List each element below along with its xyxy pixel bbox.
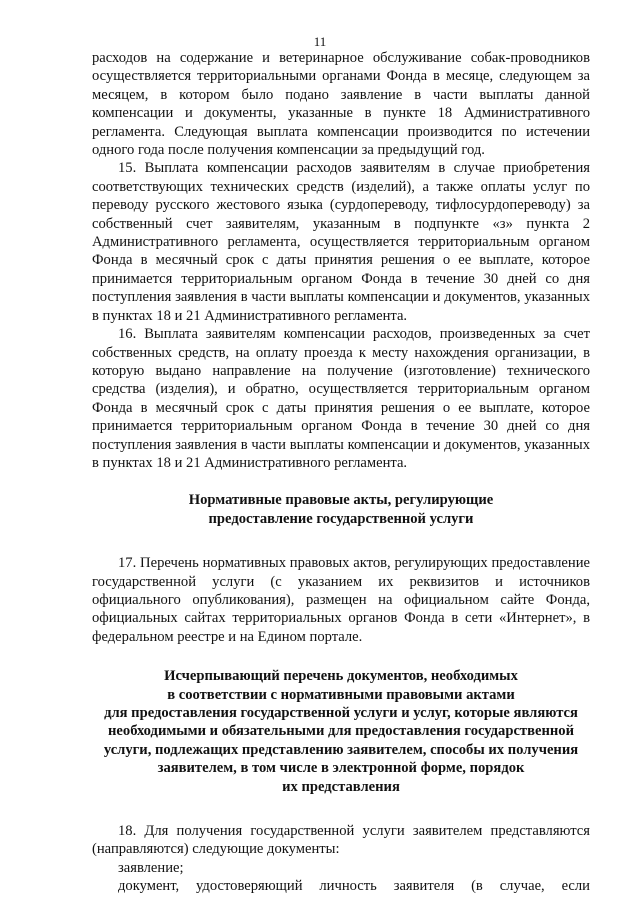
heading-line: в соответствии с нормативными правовыми актами [167,686,515,703]
heading-line: для предоставления государственной услуги и услуг, которые являются [104,705,578,721]
page-number: 11 [313,34,327,49]
section-heading-documents-list [92,667,590,796]
heading-line: Исчерпывающий перечень документов, необходимых [164,668,518,685]
heading-line: услуги, подлежащих представлению заявителем, способы их получения [103,741,579,758]
document-body [92,49,590,896]
paragraph-17: 17. Перечень нормативных правовых актов, регулирующих предоставление государственной услуги (с указанием их реквизитов и источников официального опубликования), размещен на официальном сайте Фонда, официальных сайтах территориальных органов Фонда в сети «Интернет», в федеральном реестре и на Едином портале. [92,555,590,645]
paragraph-15: 15. Выплата компенсации расходов заявителям в случае приобретения соответствующих технических средств (изделий), а также оплаты услуг по переводу русского жестового языка (сурдопереводу, тифлосурдопереводу) за собственный счет заявителям, указанным в подпункте «з» пункта 2 Административного регламента, осуществляется территориальным органом Фонда в месячный срок с даты принятия решения о ее выплате, которое принимается территориальным органом Фонда в течение 30 дней со дня поступления заявления в части выплаты компенсации и документов, указанных в пунктах 18 и 21 Административного регламента. [92,160,590,324]
heading-line: предоставление государственной услуги [208,510,474,527]
paragraph-16: 16. Выплата заявителям компенсации расходов, произведенных за счет собственных средств, на оплату проезда к месту нахождения организации, в которую выдано направление на получение (изготовление) технического средства (изделия), и обратно, осуществляется территориальным органом Фонда в месячный срок с даты принятия решения о ее выплате, которое принимается территориальным органом Фонда в течение 30 дней со дня поступления заявления в части выплаты компенсации и документов, указанных в пунктах 18 и 21 Административного регламента. [92,326,590,471]
heading-line: их представления [282,778,400,795]
section-heading-legal-acts [92,491,590,528]
heading-line: необходимыми и обязательными для предоставления государственной [108,723,574,740]
paragraph-continuation: расходов на содержание и ветеринарное обслуживание собак-проводников осуществляется территориальными органами Фонда в месяце, следующем за месяцем, в котором было подано заявление в части выплаты данной компенсации и документы, указанные в пункте 18 Административного регламента. Следующая выплата компенсации производится по истечении одного года после получения компенсации за предыдущий год. [92,50,590,159]
heading-line: заявителем, в том числе в электронной форме, порядок [157,760,525,777]
list-item-identity-document: документ, удостоверяющий личность заявителя (в случае, если [118,878,590,895]
list-item-statement: заявление; [118,859,184,876]
paragraph-18: 18. Для получения государственной услуги заявителем представляются (направляются) следующие документы: [92,823,590,858]
heading-line: Нормативные правовые акты, регулирующие [188,492,494,509]
